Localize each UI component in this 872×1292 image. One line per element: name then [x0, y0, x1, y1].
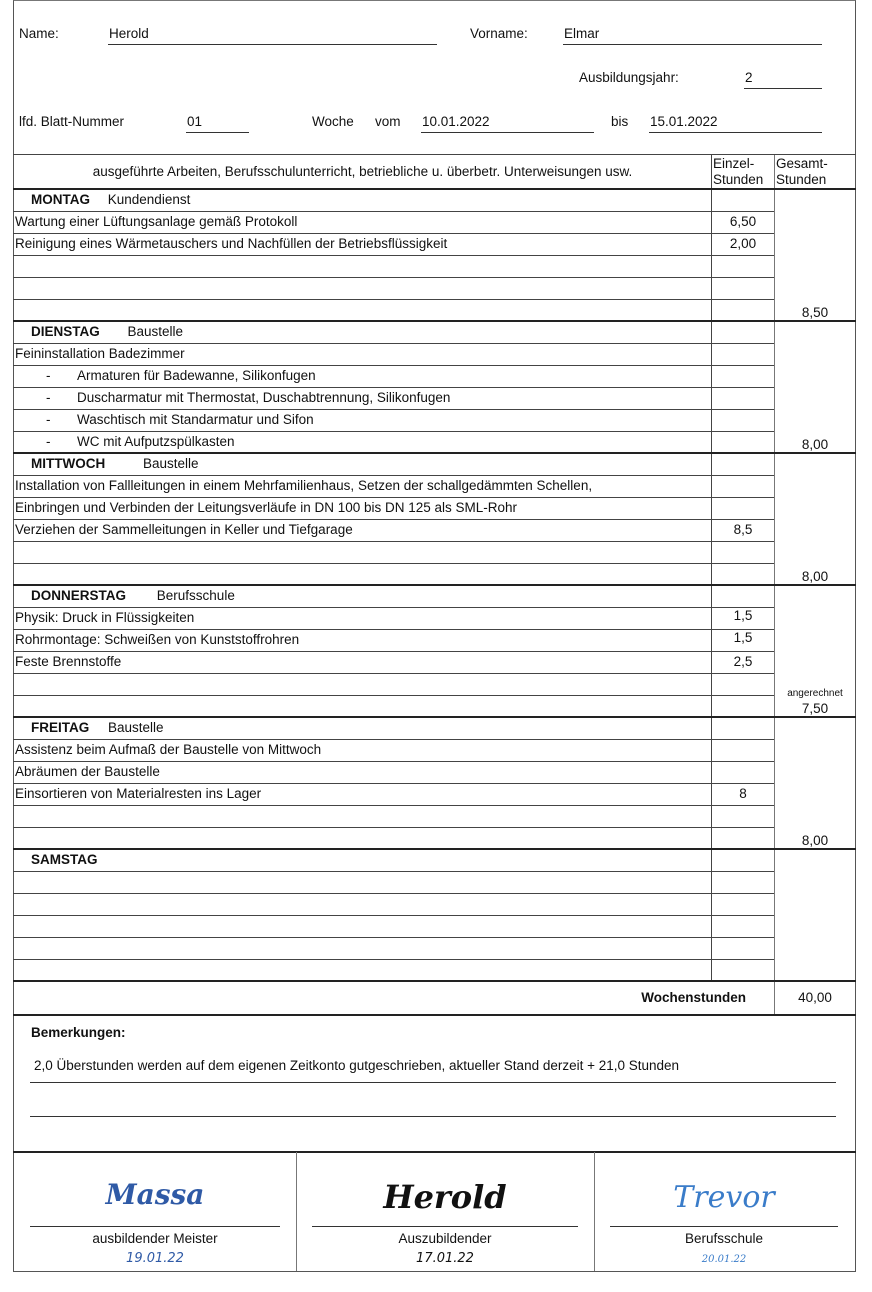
remarks-line-2[interactable] [30, 1090, 836, 1117]
entry-hours[interactable]: 1,5 [733, 630, 753, 645]
day-header [31, 453, 199, 475]
blatt-value: 01 [187, 114, 203, 129]
einzel-column-line [711, 155, 712, 981]
bullet-item[interactable] [46, 387, 451, 409]
entry-text[interactable]: Einsortieren von Materialresten ins Lager [15, 786, 262, 801]
wochenstunden-value: 40,00 [798, 990, 832, 1005]
divider [13, 848, 856, 850]
bullet-item[interactable] [46, 365, 316, 387]
vorname-label: Vorname: [470, 26, 528, 41]
name-field[interactable] [108, 24, 437, 45]
divider [13, 673, 774, 674]
column-header-einzel [713, 156, 763, 188]
remarks-label: Bemerkungen: [31, 1025, 126, 1040]
vorname-value: Elmar [564, 26, 600, 41]
signature-azubi[interactable]: Herold [383, 1178, 507, 1216]
day-category: Baustelle [127, 324, 184, 339]
day-total: 8,00 [801, 569, 829, 584]
day-header [31, 849, 98, 871]
bullet-dash: - [46, 368, 51, 383]
remarks-text-1: 2,0 Überstunden werden auf dem eigenen Zeitkonto gutgeschrieben, aktueller Stand derzeit + 21,0 Stunden [34, 1058, 680, 1073]
entry-text: Waschtisch mit Standarmatur und Sifon [77, 412, 314, 427]
bis-value: 15.01.2022 [650, 114, 718, 129]
bullet-item[interactable] [46, 431, 235, 453]
ausbildungsjahr-label: Ausbildungsjahr: [579, 70, 679, 85]
blatt-label: lfd. Blatt-Nummer [19, 114, 125, 129]
entry-text[interactable]: Rohrmontage: Schweißen von Kunststoffrohren [15, 632, 300, 647]
divider [13, 1014, 856, 1016]
day-category: Baustelle [108, 720, 164, 735]
signature-role: Berufsschule [684, 1231, 764, 1246]
divider [13, 915, 774, 916]
vom-label: vom [375, 114, 401, 129]
entry-text[interactable]: Reinigung eines Wärmetauschers und Nachfüllen der Betriebsflüssigkeit [15, 236, 448, 251]
divider [13, 541, 774, 542]
day-total: 7,50 [801, 701, 829, 716]
entry-hours[interactable]: 1,5 [733, 608, 753, 623]
divider [13, 871, 774, 872]
entry-text[interactable]: Physik: Druck in Flüssigkeiten [15, 610, 195, 625]
entry-text: WC mit Aufputzspülkasten [77, 434, 235, 449]
signature-line [312, 1217, 578, 1227]
entry-text[interactable]: Feininstallation Badezimmer [15, 346, 185, 361]
day-total-note: angerechnet [787, 688, 843, 699]
entry-hours[interactable]: 8,5 [733, 522, 753, 537]
ausbildungsjahr-field[interactable] [744, 68, 822, 89]
bullet-item[interactable] [46, 409, 314, 431]
entry-text[interactable]: Verziehen der Sammelleitungen in Keller und Tiefgarage [15, 522, 353, 537]
signature-role: Auszubildender [398, 1231, 492, 1246]
day-name: FREITAG [31, 720, 90, 735]
divider [13, 563, 774, 564]
blatt-field[interactable] [186, 112, 249, 133]
signature-divider [594, 1152, 595, 1271]
day-name: DIENSTAG [31, 324, 100, 339]
entry-hours[interactable]: 2,5 [733, 654, 753, 669]
day-name: SAMSTAG [31, 852, 98, 867]
divider [13, 277, 774, 278]
entry-text[interactable]: Installation von Fallleitungen in einem Mehrfamilienhaus, Setzen der schallgedämmten Schellen, [15, 478, 593, 493]
vom-value: 10.01.2022 [422, 114, 490, 129]
divider [13, 937, 774, 938]
gesamt-line2: Stunden [776, 172, 827, 187]
entry-text[interactable]: Abräumen der Baustelle [15, 764, 160, 779]
vorname-field[interactable] [563, 24, 822, 45]
day-header [31, 717, 164, 739]
day-name: MITTWOCH [31, 456, 106, 471]
divider [13, 805, 774, 806]
divider [13, 1151, 856, 1153]
entry-text[interactable]: Feste Brennstoffe [15, 654, 122, 669]
bullet-dash: - [46, 434, 51, 449]
gesamt-line1: Gesamt- [776, 156, 828, 171]
column-header-gesamt [776, 156, 828, 188]
signature-divider [296, 1152, 297, 1271]
signature-line [30, 1217, 280, 1227]
divider [13, 651, 774, 652]
day-header [31, 585, 235, 607]
entry-text[interactable]: Assistenz beim Aufmaß der Baustelle von Mittwoch [15, 742, 322, 757]
divider [13, 695, 774, 696]
remarks-line-1[interactable] [30, 1052, 836, 1083]
day-category: Kundendienst [107, 192, 191, 207]
entry-hours[interactable]: 2,00 [729, 236, 757, 251]
name-value: Herold [109, 26, 149, 41]
signature-role: ausbildender Meister [92, 1231, 218, 1246]
column-header-description: ausgeführte Arbeiten, Berufsschulunterricht, betriebliche u. überbetr. Unterweisungen usw. [92, 164, 633, 179]
bullet-dash: - [46, 390, 51, 405]
divider [13, 255, 774, 256]
bullet-dash: - [46, 412, 51, 427]
day-header [31, 189, 190, 211]
day-category: Berufsschule [156, 588, 235, 603]
day-total: 8,00 [801, 437, 829, 452]
day-name: MONTAG [31, 192, 90, 207]
signature-berufsschule[interactable]: Trevor [673, 1180, 775, 1215]
entry-hours[interactable]: 6,50 [729, 214, 757, 229]
einzel-line1: Einzel- [713, 156, 755, 171]
bis-label: bis [611, 114, 629, 129]
signature-meister[interactable]: Massa [105, 1178, 205, 1211]
day-header [31, 321, 183, 343]
signature-line [610, 1217, 838, 1227]
day-total: 8,50 [801, 305, 829, 320]
day-category: Baustelle [143, 456, 199, 471]
bis-field[interactable] [649, 112, 822, 133]
wochenstunden-label: Wochenstunden [641, 990, 746, 1005]
signature-date: 19.01.22 [126, 1251, 184, 1266]
entry-text[interactable]: Einbringen und Verbinden der Leitungsverläufe in DN 100 bis DN 125 als SML-Rohr [15, 500, 518, 515]
day-total: 8,00 [801, 833, 829, 848]
divider [13, 959, 774, 960]
day-name: DONNERSTAG [31, 588, 127, 603]
entry-hours[interactable]: 8 [739, 786, 747, 801]
entry-text[interactable]: Wartung einer Lüftungsanlage gemäß Protokoll [15, 214, 298, 229]
divider [13, 893, 774, 894]
vom-field[interactable] [421, 112, 594, 133]
divider [13, 827, 774, 828]
name-label: Name: [19, 26, 59, 41]
ausbildungsjahr-value: 2 [745, 70, 753, 85]
entry-text: Duscharmatur mit Thermostat, Duschabtrennung, Silikonfugen [77, 390, 451, 405]
entry-text: Armaturen für Badewanne, Silikonfugen [77, 368, 316, 383]
signature-date: 20.01.22 [701, 1254, 747, 1265]
woche-label: Woche [312, 114, 354, 129]
divider [13, 299, 774, 300]
einzel-line2: Stunden [713, 172, 764, 187]
signature-date: 17.01.22 [416, 1251, 474, 1266]
